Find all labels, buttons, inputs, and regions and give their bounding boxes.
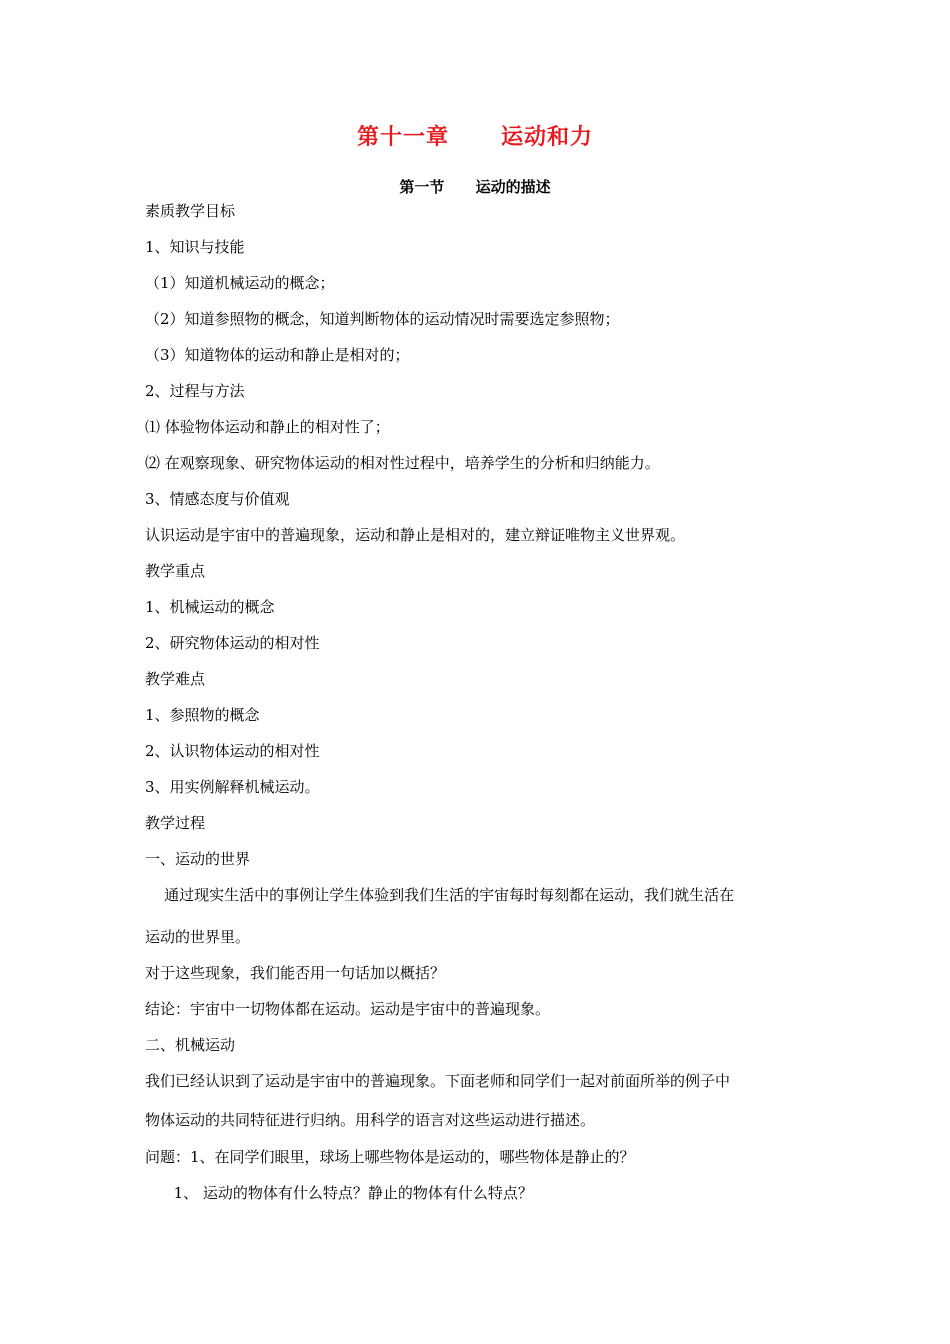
- heading-difficulties: 教学难点: [145, 670, 206, 688]
- heading-teaching-process: 教学过程: [145, 814, 206, 832]
- list-item: 3、用实例解释机械运动。: [145, 778, 320, 796]
- subheading-process-methods: 2、过程与方法: [145, 382, 245, 400]
- subheading-world-of-motion: 一、运动的世界: [145, 850, 251, 868]
- paragraph: 问题：1、在同学们眼里，球场上哪些物体是运动的，哪些物体是静止的？: [145, 1148, 635, 1166]
- list-item: 1、机械运动的概念: [145, 598, 275, 616]
- paragraph: 对于这些现象，我们能否用一句话加以概括？: [145, 964, 446, 982]
- paragraph: 1、 运动的物体有什么特点？静止的物体有什么特点？: [145, 1184, 533, 1202]
- list-item: ⑴ 体验物体运动和静止的相对性了；: [145, 418, 390, 436]
- subheading-mechanical-motion: 二、机械运动: [145, 1036, 236, 1054]
- paragraph: 认识运动是宇宙中的普遍现象，运动和静止是相对的，建立辩证唯物主义世界观。: [145, 526, 686, 544]
- paragraph: 通过现实生活中的事例让学生体验到我们生活的宇宙每时每刻都在运动，我们就生活在: [145, 886, 735, 904]
- list-item: （2）知道参照物的概念，知道判断物体的运动情况时需要选定参照物；: [145, 310, 620, 328]
- list-item: ⑵ 在观察现象、研究物体运动的相对性过程中，培养学生的分析和归纳能力。: [145, 454, 660, 472]
- subheading-knowledge-skills: 1、知识与技能: [145, 238, 245, 256]
- heading-objectives: 素质教学目标: [145, 202, 236, 220]
- list-item: 2、认识物体运动的相对性: [145, 742, 320, 760]
- list-item: （3）知道物体的运动和静止是相对的；: [145, 346, 410, 364]
- subheading-attitudes-values: 3、情感态度与价值观: [145, 490, 290, 508]
- paragraph: 结论：宇宙中一切物体都在运动。运动是宇宙中的普遍现象。: [145, 1000, 551, 1018]
- paragraph: 物体运动的共同特征进行归纳。用科学的语言对这些运动进行描述。: [145, 1111, 596, 1129]
- list-item: 2、研究物体运动的相对性: [145, 634, 320, 652]
- paragraph: 我们已经认识到了运动是宇宙中的普遍现象。下面老师和同学们一起对前面所举的例子中: [145, 1072, 731, 1090]
- heading-key-points: 教学重点: [145, 562, 206, 580]
- list-item: 1、参照物的概念: [145, 706, 260, 724]
- chapter-title: 第十一章 运动和力: [357, 125, 593, 150]
- paragraph: 运动的世界里。: [145, 928, 251, 946]
- list-item: （1）知道机械运动的概念；: [145, 274, 335, 292]
- section-title: 第一节 运动的描述: [399, 178, 551, 196]
